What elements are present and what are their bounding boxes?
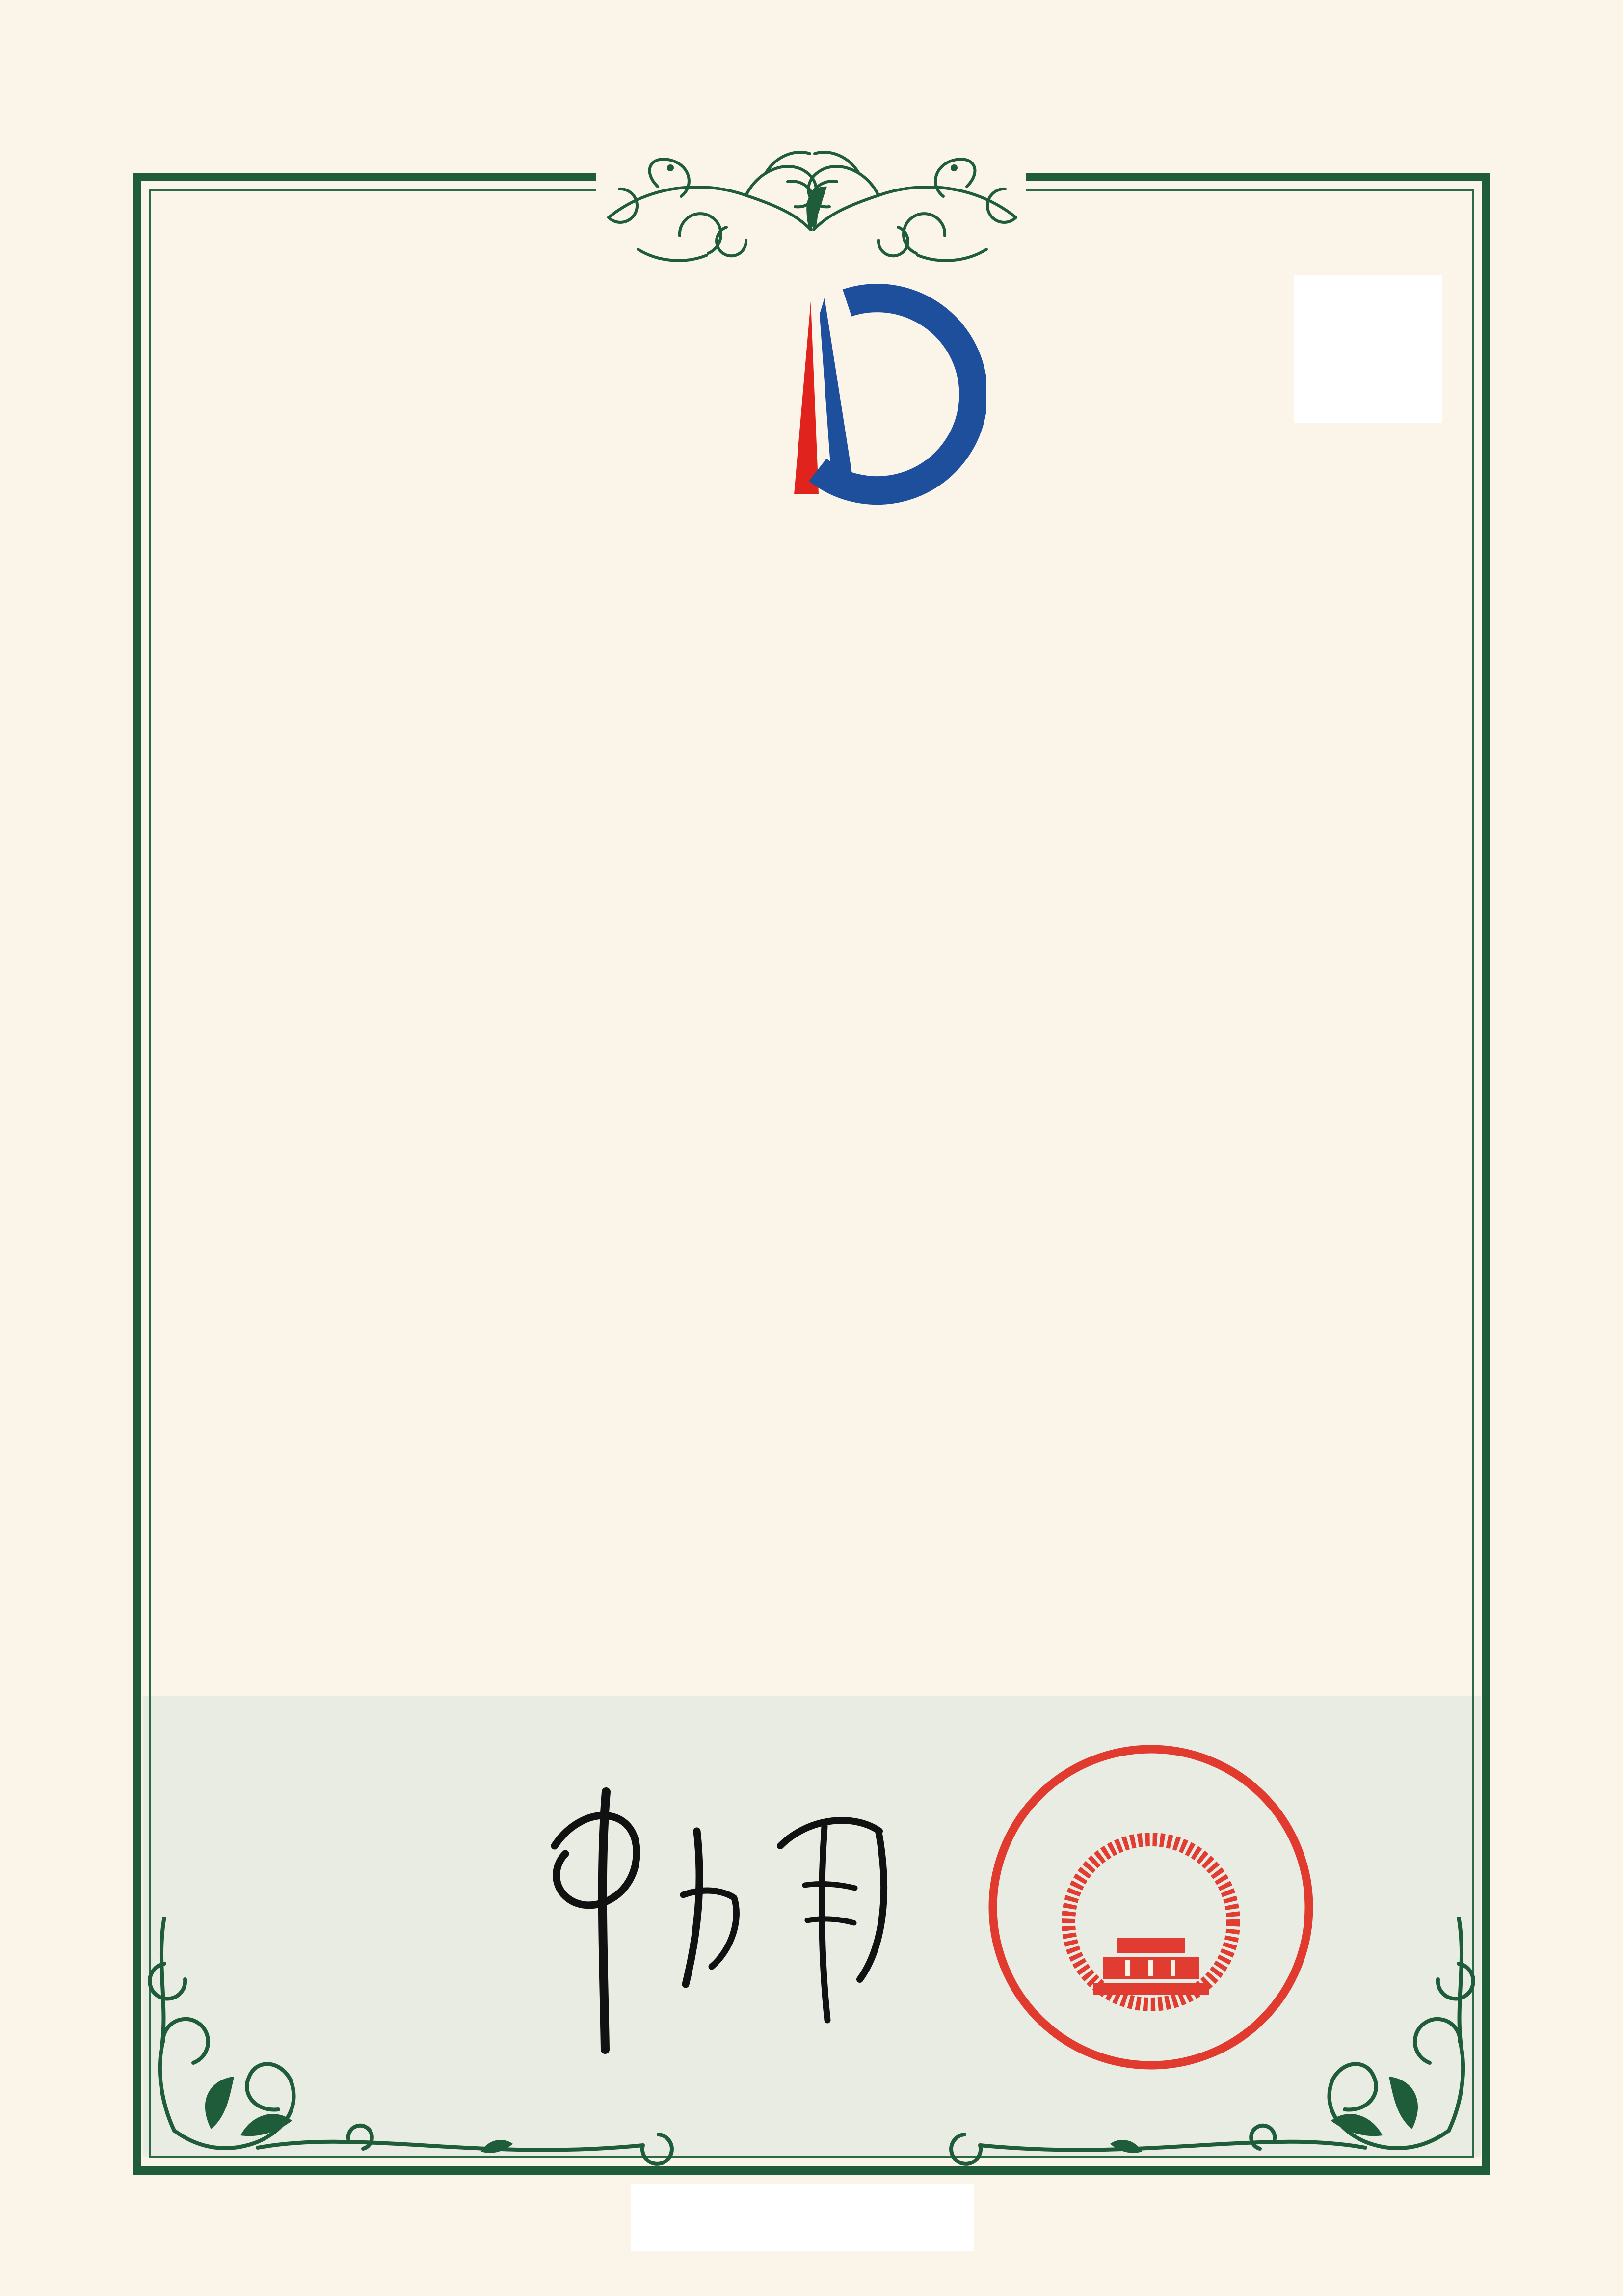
- official-seal: [969, 1726, 1332, 2089]
- qr-code-modules: [1301, 282, 1436, 416]
- frame-left-thin: [149, 189, 151, 2158]
- cnipa-logo: [672, 268, 986, 513]
- frame-top-thin-right: [1026, 189, 1474, 191]
- frame-top-thin-left: [149, 189, 596, 191]
- field-address: [206, 1222, 412, 1255]
- field-filing-date: [206, 1010, 412, 1043]
- field-grant-date: [206, 1338, 412, 1371]
- frame-top-left-segment: [133, 173, 596, 181]
- frame-right: [1482, 173, 1490, 2175]
- dragon-ornament-top: [579, 127, 1045, 284]
- continuation-note: [631, 2184, 974, 2251]
- national-emblem: [1068, 1839, 1233, 2004]
- field-patentee: [206, 1117, 412, 1150]
- field-patent-number: [206, 903, 412, 936]
- frame-left: [133, 173, 141, 2175]
- qr-code: [1294, 275, 1442, 423]
- signature: [466, 1772, 908, 2086]
- frame-top-right-segment: [1026, 173, 1490, 181]
- field-inventors: [206, 796, 412, 829]
- barcode: [235, 1721, 698, 1749]
- frame-right-thin: [1472, 189, 1474, 2158]
- field-utility-model-name: [206, 690, 412, 723]
